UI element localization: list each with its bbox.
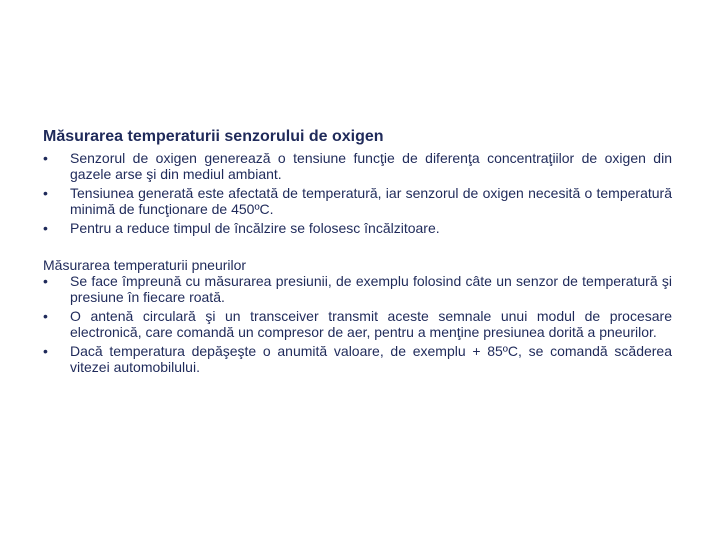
tire-temperature-bullet-list (43, 273, 672, 375)
bullet-icon: • (43, 150, 48, 166)
section-spacer (43, 239, 672, 257)
list-item (43, 273, 672, 305)
bullet-icon: • (43, 273, 48, 289)
bullet-text: Pentru a reduce timpul de încălzire se folosesc încălzitoare. (70, 220, 440, 236)
list-item (43, 220, 672, 236)
list-item (43, 308, 672, 340)
bullet-text: O antenă circulară şi un transceiver transmit aceste semnale unui modul de procesare electronică, care comandă un compresor de aer, pentru a menţine presiunea dorită a pneurilor. (70, 308, 672, 340)
bullet-text: Senzorul de oxigen generează o tensiune funcţie de diferenţa concentraţiilor de oxigen din gazele arse şi din mediul ambiant. (70, 150, 672, 182)
section-title-tire-temperature: Măsurarea temperaturii pneurilor (43, 257, 247, 273)
bullet-text: Tensiunea generată este afectată de temperatură, iar senzorul de oxigen necesită o temperatură minimă de funcţionare de 450ºC. (70, 185, 672, 217)
bullet-icon: • (43, 308, 48, 324)
bullet-icon: • (43, 185, 48, 201)
list-item (43, 343, 672, 375)
bullet-icon: • (43, 220, 48, 236)
list-item (43, 150, 672, 182)
oxygen-sensor-bullet-list (43, 150, 672, 236)
bullet-text: Dacă temperatura depăşeşte o anumită valoare, de exemplu + 85ºC, se comandă scăderea vitezei automobilului. (70, 343, 672, 375)
bullet-text: Se face împreună cu măsurarea presiunii, de exemplu folosind câte un senzor de temperatură şi presiune în fiecare roată. (70, 273, 672, 305)
bullet-icon: • (43, 343, 48, 359)
section-title-oxygen-sensor: Măsurarea temperaturii senzorului de oxigen (43, 128, 384, 145)
slide-content (43, 127, 672, 378)
list-item (43, 185, 672, 217)
